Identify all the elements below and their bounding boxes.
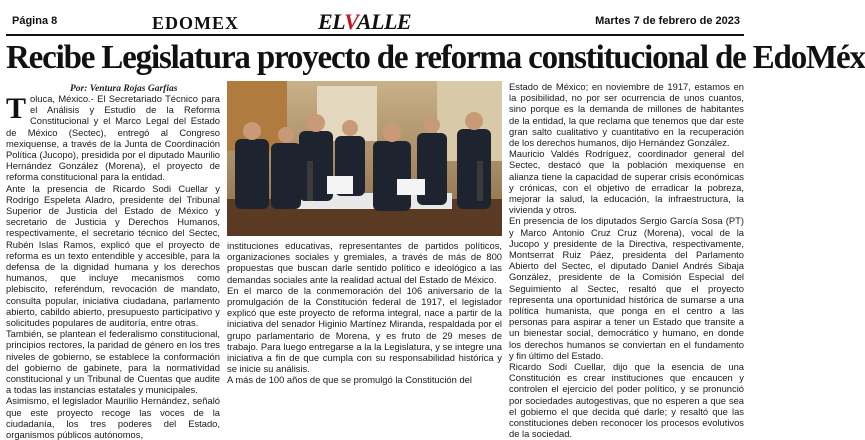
paragraph: Estado de México; en noviembre de 1917, estamos en la posibilidad, no por ser ocurrencia de unos cuantos, sino porque es la demanda de millones de habitantes de la entidad, la que reclama que tenemos que dar este gran salto cualitativo y cuantitativo en la recuperación de los derechos humanos, dijo Hernández González. <box>509 81 744 149</box>
paragraph: A más de 100 años de que se promulgó la Constitución del <box>227 374 472 386</box>
paragraph: En el marco de la conmemoración del 106 aniversario de la promulgación de la Constitución federal de 1917, el legislador explicó que este proyecto de reforma integral, nace a partir de la iniciativa del senador Higinio Martínez Miranda, respaldada por el grupo parlamentario de Morena, y es fruto de 29 meses de trabajo. Para luego entregarse a la la Legislatura, y se integre una iniciativa a fin de que cumpla con su responsabilidad histórica y se inicie su análisis. <box>227 284 502 375</box>
article-column-3 <box>509 81 744 440</box>
logo-part-el: EL <box>318 9 345 34</box>
masthead-rule <box>6 34 744 36</box>
article-column-1 <box>6 92 220 440</box>
paragraph: También, se plantean el federalismo constitucional, principios rectores, la paridad de género en los tres niveles de gobierno, se establece la conformación del gobierno de gabinete, para la normatividad constitucional y un Tribunal de Cuentas que audite a todas las instancias estatales y municipales. <box>6 328 220 396</box>
newspaper-logo <box>318 9 411 35</box>
byline: Por: Ventura Rojas Garfias <box>70 84 178 94</box>
paragraph: Ante la presencia de Ricardo Sodi Cuellar y Rodrigo Espeleta Aladro, presidente del Tribunal Superior de Justicia del Estado de México y secretario de Justicia y Derechos Humanos, respectivamente, el secretario técnico del Sectec, Rubén Islas Ramos, explicó que el proyecto de reforma es un texto entendible y accesible, para la defensa de la dignidad humana y los derechos humanos, que incluye mecanismos como plebiscito, referéndum, revocación de mandato, consulta popular, iniciativa ciudadana, parlamento abierto, cabildo abierto, presupuesto participativo y solicitudes populares de auditoría, entre otras. <box>6 182 220 329</box>
section-title: EDOMEX <box>152 13 239 33</box>
logo-part-v: V <box>344 9 357 34</box>
masthead <box>6 4 744 34</box>
lead-paragraph <box>6 93 220 183</box>
paragraph: Asimismo, el legislador Maurilio Hernández, señaló que este proyecto recoge las voces de la ciudadanía, los tres poderes del Estado, organismos públicos autónomos, <box>6 395 220 440</box>
paragraph: Ricardo Sodi Cuellar, dijo que la esencia de una Constitución es crear instituciones que encaucen y controlen el ejercicio del poder político, y se pronunció por sociedades autogestivas, que no esperen a que sea el gobierno el que decida qué darle; y resaltó que las constituciones deben reconocer los procesos evolutivos de la sociedad. <box>509 361 744 440</box>
paragraph: En presencia de los diputados Sergio García Sosa (PT) y Marco Antonio Cruz Cruz (Morena), vocal de la Jucopo y presidente de la Directiva, respectivamente, Montserrat Ruiz Páez, presidenta del Parlamento Abierto del Sectec, el diputado Daniel Andrés Sibaja González, presidente de la Comisión Especial del Seguimiento al Sectec, resaltó que el proyecto representa una oportunidad histórica de sumarse a una política humanista, que ponga en el centro a las personas para aspirar a tener un Estado que transite a un bienestar social, democrático y humano, en donde los derechos humanos se conviertan en el fundamento y fin último del Estado. <box>509 215 744 361</box>
news-photo <box>227 81 502 236</box>
issue-date: Martes 7 de febrero de 2023 <box>595 15 740 27</box>
paragraph: instituciones educativas, representantes de partidos políticos, organizaciones sociales y gremiales, a través de más de 800 propuestas que buscan darle sentido político e ideológico a las demandas sociales ante la realidad actual del Estado de México. <box>227 240 502 285</box>
article-column-2 <box>227 240 502 421</box>
headline: Recibe Legislatura proyecto de reforma constitucional de EdoMéx <box>6 39 865 76</box>
drop-cap: T <box>6 92 27 125</box>
paragraph-text: oluca, México.- El Secretariado Técnico para el Análisis y Estudio de la Reforma Constitucional y el Marco Legal del Estado de México (Sectec), entregó al Congreso mexiquense, a través de la Junta de Coordinación Política (Jucopo), presidida por el diputado Maurilio Hernández González (Morena), el proyecto de reforma constitucional para la entidad. <box>6 93 220 183</box>
page-number: Página 8 <box>12 15 58 27</box>
logo-part-alle: ALLE <box>356 9 412 34</box>
paragraph: Mauricio Valdés Rodríguez, coordinador general del Sectec, destacó que la población mexiquense en alianza tiene la capacidad de superar crisis económicas y crónicas, con el objetivo de erradicar la pobreza, mejorar la salud, la educación, la infraestructura, la vivienda y otros. <box>509 148 744 216</box>
